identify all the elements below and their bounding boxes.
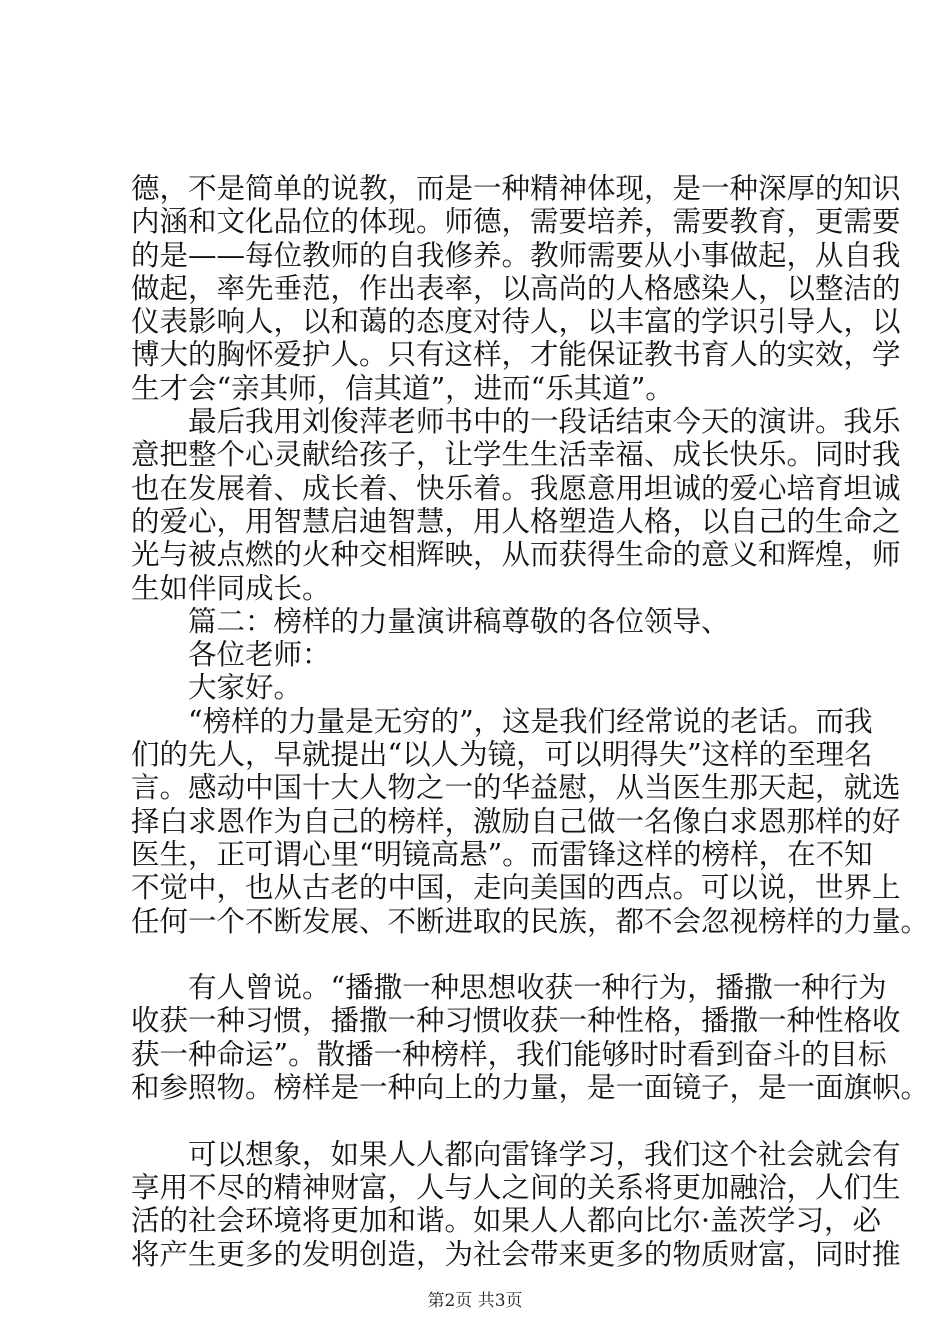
text-line: 获一种命运”。散播一种榜样，我们能够时时看到奋斗的目标	[131, 1037, 887, 1071]
text-line: 收获一种习惯，播撒一种习惯收获一种性格，播撒一种性格收	[131, 1004, 901, 1038]
text-line: 做起，率先垂范，作出表率，以高尚的人格感染人，以整洁的	[131, 271, 901, 305]
text-line: 的是——每位教师的自我修养。教师需要从小事做起，从自我	[131, 238, 901, 272]
text-line: 意把整个心灵献给孩子，让学生生活幸福、成长快乐。同时我	[131, 438, 901, 472]
paragraph-gap	[131, 938, 851, 971]
text-line: 言。感动中国十大人物之一的华益慰，从当医生那天起，就选	[131, 771, 901, 805]
text-line: 们的先人，早就提出“以人为镜，可以明得失”这样的至理名	[131, 738, 873, 772]
text-line: 内涵和文化品位的体现。师德，需要培养，需要教育，更需要	[131, 205, 901, 239]
text-line: “榜样的力量是无穷的”，这是我们经常说的老话。而我	[131, 704, 873, 738]
text-line: 有人曾说。“播撒一种思想收获一种行为，播撒一种行为	[131, 971, 887, 1005]
text-line: 生如伴同成长。	[131, 571, 331, 605]
text-line: 活的社会环境将更加和谐。如果人人都向比尔·盖茨学习，必	[131, 1204, 882, 1238]
greeting-line: 大家好。	[131, 671, 303, 705]
text-line: 博大的胸怀爱护人。只有这样，才能保证教书育人的实效，学	[131, 338, 901, 372]
document-body	[131, 172, 930, 1271]
salutation-line: 各位老师：	[131, 638, 331, 672]
paragraph-gap	[131, 1104, 851, 1137]
section-heading-line: 篇二：榜样的力量演讲稿尊敬的各位领导、	[131, 604, 730, 638]
page-number-footer: 第2页 共3页	[427, 1291, 523, 1311]
text-line: 的爱心，用智慧启迪智慧，用人格塑造人格，以自己的生命之	[131, 504, 901, 538]
text-line: 和参照物。榜样是一种向上的力量，是一面镜子，是一面旗帜。	[131, 1071, 930, 1105]
text-line: 光与被点燃的火种交相辉映，从而获得生命的意义和辉煌，师	[131, 538, 901, 572]
text-line: 仪表影响人，以和蔼的态度对待人，以丰富的学识引导人，以	[131, 305, 901, 339]
text-line: 将产生更多的发明创造，为社会带来更多的物质财富，同时推	[131, 1237, 901, 1271]
text-line: 享用不尽的精神财富，人与人之间的关系将更加融洽，人们生	[131, 1170, 901, 1204]
text-line: 择白求恩作为自己的榜样，激励自己做一名像白求恩那样的好	[131, 804, 901, 838]
text-line: 不觉中，也从古老的中国，走向美国的西点。可以说，世界上	[131, 871, 901, 905]
text-line: 任何一个不断发展、不断进取的民族，都不会忽视榜样的力量。	[131, 904, 930, 938]
text-line: 德，不是简单的说教，而是一种精神体现，是一种深厚的知识	[131, 172, 901, 205]
text-line: 医生，正可谓心里“明镜高悬”。而雷锋这样的榜样，在不知	[131, 837, 873, 871]
text-line: 也在发展着、成长着、快乐着。我愿意用坦诚的爱心培育坦诚	[131, 471, 901, 505]
text-line: 可以想象，如果人人都向雷锋学习，我们这个社会就会有	[131, 1137, 901, 1171]
text-line: 最后我用刘俊萍老师书中的一段话结束今天的演讲。我乐	[131, 405, 901, 439]
text-line: 生才会“亲其师，信其道”，进而“乐其道”。	[131, 371, 674, 405]
